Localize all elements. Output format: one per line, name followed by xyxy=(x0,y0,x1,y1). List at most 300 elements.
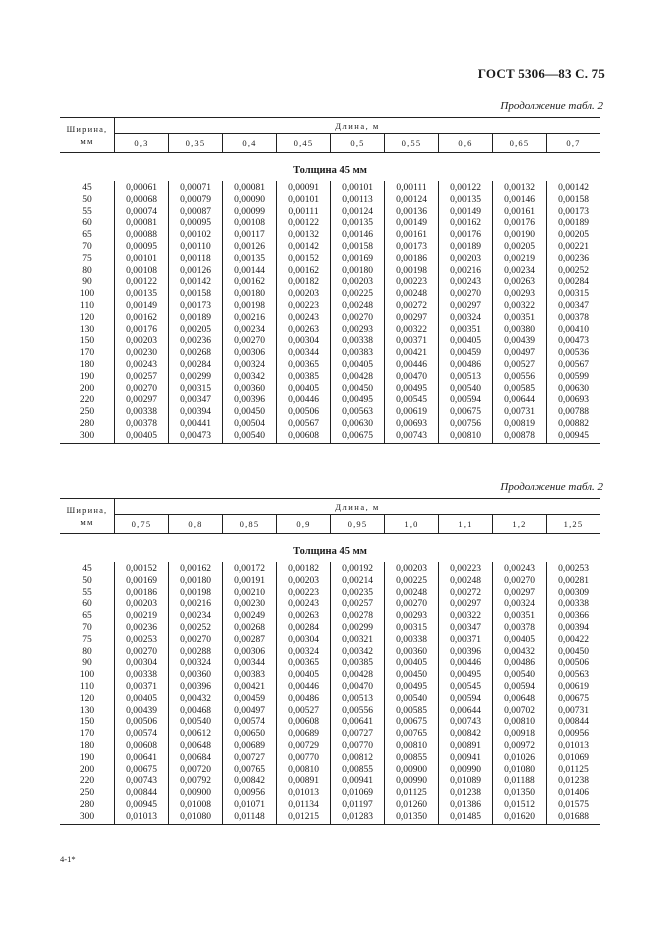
volume-cell: 0,00347 xyxy=(558,300,589,311)
volume-cell: 0,00099 xyxy=(223,207,277,219)
volume-cell: 0,00132 xyxy=(277,230,331,242)
volume-cell: 0,00149 xyxy=(439,207,493,219)
table-row xyxy=(60,599,600,611)
volume-cell: 0,00567 xyxy=(558,359,589,370)
volume-cell: 0,00385 xyxy=(277,372,331,384)
width-cell: 170 xyxy=(60,729,115,741)
volume-cell: 0,01620 xyxy=(493,812,547,824)
volume-cell: 0,00344 xyxy=(223,658,277,670)
length-column-header: 1,1 xyxy=(439,515,493,534)
table-row xyxy=(60,195,600,207)
width-cell: 65 xyxy=(60,611,115,623)
volume-cell: 0,00111 xyxy=(385,181,439,195)
volume-cell: 0,00306 xyxy=(223,348,277,360)
volume-cell: 0,00074 xyxy=(115,207,169,219)
volume-cell: 0,01197 xyxy=(331,800,385,812)
volume-cell: 0,00149 xyxy=(385,218,439,230)
volume-cell: 0,00342 xyxy=(331,647,385,659)
volume-cell: 0,00270 xyxy=(331,313,385,325)
volume-cell: 0,00306 xyxy=(223,647,277,659)
volume-cell: 0,01148 xyxy=(223,812,277,824)
width-cell: 80 xyxy=(60,647,115,659)
volume-cell: 0,00176 xyxy=(493,218,547,230)
volume-cell: 0,00468 xyxy=(169,706,223,718)
volume-cell: 0,00360 xyxy=(169,670,223,682)
width-cell: 250 xyxy=(60,788,115,800)
volume-cell: 0,00299 xyxy=(331,623,385,635)
volume-cell: 0,00270 xyxy=(169,635,223,647)
volume-cell: 0,00108 xyxy=(223,218,277,230)
volume-cell: 0,00574 xyxy=(223,717,277,729)
volume-cell: 0,00810 xyxy=(439,431,493,443)
volume-cell: 0,00321 xyxy=(331,635,385,647)
volume-cell: 0,00182 xyxy=(277,277,331,289)
volume-cell: 0,00216 xyxy=(439,266,493,278)
volume-cell: 0,00918 xyxy=(493,729,547,741)
volume-cell: 0,00176 xyxy=(439,230,493,242)
volume-cell: 0,00293 xyxy=(331,325,385,337)
volume-cell: 0,00612 xyxy=(169,729,223,741)
width-cell: 65 xyxy=(60,230,115,242)
volume-cell: 0,00173 xyxy=(169,301,223,313)
table-row xyxy=(60,788,600,800)
volume-cell: 0,01013 xyxy=(115,812,169,824)
volume-cell: 0,00126 xyxy=(223,242,277,254)
width-cell: 70 xyxy=(60,623,115,635)
width-cell: 130 xyxy=(60,325,115,337)
volume-cell: 0,00268 xyxy=(169,348,223,360)
volume-cell: 0,00844 xyxy=(115,788,169,800)
volume-cell: 0,00079 xyxy=(169,195,223,207)
volume-cell: 0,00405 xyxy=(277,384,331,396)
volume-cell: 0,00439 xyxy=(115,706,169,718)
table-row xyxy=(60,717,600,729)
volume-cell: 0,00216 xyxy=(169,599,223,611)
volume-cell: 0,00344 xyxy=(277,348,331,360)
volume-cell: 0,00366 xyxy=(558,611,589,622)
volume-cell: 0,01283 xyxy=(331,812,385,824)
volume-cell: 0,00091 xyxy=(277,181,331,195)
page-footer-mark: 4-1* xyxy=(60,854,76,864)
volume-cell: 0,00540 xyxy=(223,431,277,443)
volume-cell: 0,00189 xyxy=(558,218,589,229)
width-cell: 50 xyxy=(60,195,115,207)
volume-cell: 0,00648 xyxy=(169,741,223,753)
table-row xyxy=(60,277,600,289)
volume-cell: 0,00486 xyxy=(277,694,331,706)
volume-cell: 0,00122 xyxy=(115,277,169,289)
volume-cell: 0,01238 xyxy=(439,788,493,800)
length-column-header: 0,35 xyxy=(169,134,223,153)
volume-cell: 0,00263 xyxy=(277,325,331,337)
volume-cell: 0,00450 xyxy=(385,670,439,682)
volume-cell: 0,00371 xyxy=(439,635,493,647)
volume-cell: 0,00198 xyxy=(223,301,277,313)
volume-cell: 0,00189 xyxy=(169,313,223,325)
volume-cell: 0,00230 xyxy=(115,348,169,360)
volume-cell: 0,00088 xyxy=(115,230,169,242)
volume-cell: 0,00432 xyxy=(169,694,223,706)
volume-cell: 0,00299 xyxy=(169,372,223,384)
volume-cell: 0,00101 xyxy=(277,195,331,207)
volume-cell: 0,00347 xyxy=(169,395,223,407)
width-unit: мм xyxy=(80,136,94,146)
volume-cell: 0,00459 xyxy=(439,348,493,360)
volume-cell: 0,01125 xyxy=(385,788,439,800)
volume-cell: 0,01485 xyxy=(439,812,493,824)
volume-cell: 0,01350 xyxy=(493,788,547,800)
volume-cell: 0,00101 xyxy=(331,181,385,195)
volume-cell: 0,00495 xyxy=(331,395,385,407)
volume-cell: 0,00446 xyxy=(277,395,331,407)
volume-cell: 0,00405 xyxy=(385,658,439,670)
volume-cell: 0,00270 xyxy=(115,647,169,659)
volume-cell: 0,00385 xyxy=(331,658,385,670)
volume-cell: 0,00158 xyxy=(331,242,385,254)
volume-cell: 0,00810 xyxy=(385,741,439,753)
volume-cell: 0,00540 xyxy=(169,717,223,729)
volume-cell: 0,00513 xyxy=(331,694,385,706)
volume-cell: 0,00236 xyxy=(558,253,589,264)
volume-cell: 0,00132 xyxy=(493,181,547,195)
volume-cell: 0,00243 xyxy=(277,313,331,325)
width-cell: 170 xyxy=(60,348,115,360)
volume-cell: 0,01688 xyxy=(547,812,601,824)
volume-cell: 0,00122 xyxy=(277,218,331,230)
table-row xyxy=(60,289,600,301)
volume-cell: 0,00297 xyxy=(493,588,547,600)
volume-cell: 0,00090 xyxy=(223,195,277,207)
volume-cell: 0,00770 xyxy=(331,741,385,753)
volume-cell: 0,00630 xyxy=(331,419,385,431)
volume-cell: 0,01089 xyxy=(439,776,493,788)
length-column-header: 0,9 xyxy=(277,515,331,534)
length-column-header: 0,8 xyxy=(169,515,223,534)
volume-cell: 0,01406 xyxy=(558,788,589,799)
width-cell: 150 xyxy=(60,717,115,729)
volume-cell: 0,01386 xyxy=(439,800,493,812)
volume-cell: 0,01238 xyxy=(558,776,589,787)
volume-cell: 0,01125 xyxy=(558,764,589,775)
width-cell: 150 xyxy=(60,336,115,348)
volume-cell: 0,00263 xyxy=(493,277,547,289)
volume-cell: 0,00545 xyxy=(385,395,439,407)
volume-cell: 0,01026 xyxy=(493,753,547,765)
volume-cell: 0,00268 xyxy=(223,623,277,635)
volume-cell: 0,00540 xyxy=(493,670,547,682)
volume-cell: 0,00122 xyxy=(439,181,493,195)
volume-cell: 0,00689 xyxy=(223,741,277,753)
volume-cell: 0,00891 xyxy=(277,776,331,788)
table-continuation-label: Продолжение табл. 2 xyxy=(500,100,603,112)
volume-cell: 0,01071 xyxy=(223,800,277,812)
volume-cell: 0,00095 xyxy=(169,218,223,230)
volume-cell: 0,00304 xyxy=(115,658,169,670)
volume-cell: 0,00756 xyxy=(439,419,493,431)
volume-cell: 0,00891 xyxy=(439,741,493,753)
volume-cell: 0,00693 xyxy=(558,395,589,406)
volume-cell: 0,00249 xyxy=(223,611,277,623)
volume-cell: 0,00360 xyxy=(385,647,439,659)
table-row xyxy=(60,765,600,777)
volume-cell: 0,00644 xyxy=(439,706,493,718)
volume-cell: 0,00243 xyxy=(115,360,169,372)
volume-cell: 0,00322 xyxy=(439,611,493,623)
volume-cell: 0,00192 xyxy=(331,562,385,576)
volume-cell: 0,00693 xyxy=(385,419,439,431)
volume-cell: 0,00338 xyxy=(331,336,385,348)
volume-cell: 0,00810 xyxy=(277,765,331,777)
volume-cell: 0,00396 xyxy=(439,647,493,659)
volume-cell: 0,00675 xyxy=(115,765,169,777)
volume-cell: 0,01080 xyxy=(169,812,223,824)
volume-cell: 0,00972 xyxy=(493,741,547,753)
width-cell: 60 xyxy=(60,218,115,230)
volume-cell: 0,00284 xyxy=(558,277,589,288)
volume-cell: 0,00180 xyxy=(169,576,223,588)
volume-cell: 0,00111 xyxy=(277,207,331,219)
width-cell: 55 xyxy=(60,588,115,600)
length-column-header: 1,2 xyxy=(493,515,547,534)
volume-cell: 0,00203 xyxy=(331,277,385,289)
volume-cell: 0,00230 xyxy=(223,599,277,611)
volume-cell: 0,01188 xyxy=(493,776,547,788)
volume-cell: 0,00287 xyxy=(223,635,277,647)
length-header: Длина, м xyxy=(115,118,601,134)
volume-cell: 0,00263 xyxy=(277,611,331,623)
volume-cell: 0,00322 xyxy=(385,325,439,337)
width-cell: 45 xyxy=(60,562,115,576)
volume-cell: 0,00284 xyxy=(277,623,331,635)
volume-cell: 0,00731 xyxy=(493,407,547,419)
table-row xyxy=(60,576,600,588)
table-row xyxy=(60,395,600,407)
table-row xyxy=(60,372,600,384)
volume-cell: 0,01069 xyxy=(331,788,385,800)
width-cell: 55 xyxy=(60,207,115,219)
volume-cell: 0,00203 xyxy=(115,336,169,348)
volume-cell: 0,00235 xyxy=(331,588,385,600)
volume-cell: 0,00941 xyxy=(439,753,493,765)
volume-cell: 0,00061 xyxy=(115,181,169,195)
volume-cell: 0,00405 xyxy=(115,431,169,443)
volume-cell: 0,00162 xyxy=(169,562,223,576)
volume-cell: 0,00161 xyxy=(385,230,439,242)
volume-cell: 0,00351 xyxy=(493,313,547,325)
volume-cell: 0,00068 xyxy=(115,195,169,207)
width-cell: 190 xyxy=(60,753,115,765)
volume-cell: 0,00324 xyxy=(277,647,331,659)
volume-cell: 0,00186 xyxy=(115,588,169,600)
volume-cell: 0,00556 xyxy=(331,706,385,718)
table-row xyxy=(60,419,600,431)
volume-cell: 0,00428 xyxy=(331,372,385,384)
volume-cell: 0,00396 xyxy=(223,395,277,407)
width-column-header xyxy=(60,118,115,153)
volume-cell: 0,00470 xyxy=(331,682,385,694)
volume-cell: 0,00338 xyxy=(385,635,439,647)
volume-cell: 0,00574 xyxy=(115,729,169,741)
volume-cell: 0,00252 xyxy=(558,265,589,276)
volume-cell: 0,00315 xyxy=(558,289,589,300)
volume-cell: 0,00203 xyxy=(385,562,439,576)
volume-cell: 0,00855 xyxy=(331,765,385,777)
volume-cell: 0,00176 xyxy=(115,325,169,337)
volume-cell: 0,01069 xyxy=(558,752,589,763)
volume-cell: 0,00225 xyxy=(385,576,439,588)
volume-cell: 0,00371 xyxy=(115,682,169,694)
volume-cell: 0,00497 xyxy=(223,706,277,718)
volume-cell: 0,00338 xyxy=(115,670,169,682)
volume-cell: 0,00190 xyxy=(493,230,547,242)
volume-cell: 0,00648 xyxy=(493,694,547,706)
volume-cell: 0,00203 xyxy=(277,289,331,301)
volume-cell: 0,00248 xyxy=(439,576,493,588)
volume-cell: 0,00142 xyxy=(277,242,331,254)
table-row xyxy=(60,254,600,266)
volume-cell: 0,00495 xyxy=(385,682,439,694)
width-cell: 120 xyxy=(60,694,115,706)
volume-cell: 0,00110 xyxy=(169,242,223,254)
volume-cell: 0,00102 xyxy=(169,230,223,242)
volume-cell: 0,00540 xyxy=(439,384,493,396)
length-column-header: 0,85 xyxy=(223,515,277,534)
width-cell: 70 xyxy=(60,242,115,254)
volume-cell: 0,00203 xyxy=(115,599,169,611)
volume-cell: 0,00124 xyxy=(331,207,385,219)
volume-cell: 0,00278 xyxy=(331,611,385,623)
volume-cell: 0,00205 xyxy=(169,325,223,337)
volume-cell: 0,00158 xyxy=(558,194,589,205)
volume-cell: 0,00675 xyxy=(331,431,385,443)
volume-cell: 0,00792 xyxy=(169,776,223,788)
volume-cell: 0,00365 xyxy=(277,360,331,372)
width-label: Ширина, xyxy=(66,505,108,515)
volume-cell: 0,00288 xyxy=(169,647,223,659)
volume-cell: 0,00594 xyxy=(439,395,493,407)
width-cell: 280 xyxy=(60,419,115,431)
volume-cell: 0,00556 xyxy=(493,372,547,384)
width-cell: 220 xyxy=(60,395,115,407)
volume-cell: 0,00182 xyxy=(277,562,331,576)
table-row xyxy=(60,181,600,195)
volume-cell: 0,01008 xyxy=(169,800,223,812)
volume-cell: 0,00297 xyxy=(115,395,169,407)
volume-cell: 0,00124 xyxy=(385,195,439,207)
volume-cell: 0,00173 xyxy=(558,206,589,217)
volume-cell: 0,00293 xyxy=(385,611,439,623)
volume-cell: 0,00142 xyxy=(558,183,589,193)
volume-cell: 0,00253 xyxy=(558,564,589,574)
width-cell: 110 xyxy=(60,682,115,694)
table-row xyxy=(60,562,600,576)
table-row xyxy=(60,812,600,824)
volume-cell: 0,00630 xyxy=(558,383,589,394)
volume-cell: 0,00844 xyxy=(558,717,589,728)
volume-cell: 0,00158 xyxy=(169,289,223,301)
length-column-header: 0,3 xyxy=(115,134,169,153)
volume-cell: 0,00315 xyxy=(169,384,223,396)
volume-cell: 0,00731 xyxy=(558,705,589,716)
volume-cell: 0,00945 xyxy=(547,431,601,443)
table-row xyxy=(60,635,600,647)
volume-cell: 0,00309 xyxy=(558,587,589,598)
volume-cell: 0,00113 xyxy=(331,195,385,207)
width-cell: 200 xyxy=(60,765,115,777)
width-cell: 60 xyxy=(60,599,115,611)
volume-cell: 0,00146 xyxy=(493,195,547,207)
length-column-header: 0,75 xyxy=(115,515,169,534)
length-column-header: 0,6 xyxy=(439,134,493,153)
volume-cell: 0,00446 xyxy=(439,658,493,670)
width-cell: 80 xyxy=(60,266,115,278)
volume-cell: 0,00281 xyxy=(558,575,589,586)
volume-cell: 0,00495 xyxy=(439,670,493,682)
volume-cell: 0,00347 xyxy=(439,623,493,635)
volume-cell: 0,00380 xyxy=(493,325,547,337)
volume-cell: 0,00146 xyxy=(331,230,385,242)
volume-cell: 0,00812 xyxy=(331,753,385,765)
volume-cell: 0,00900 xyxy=(385,765,439,777)
volume-cell: 0,00819 xyxy=(493,419,547,431)
table-row xyxy=(60,348,600,360)
thickness-heading: Толщина 45 мм xyxy=(293,164,367,176)
volume-cell: 0,00383 xyxy=(223,670,277,682)
volume-cell: 0,00956 xyxy=(558,729,589,740)
width-cell: 100 xyxy=(60,670,115,682)
table-row xyxy=(60,729,600,741)
volume-cell: 0,00297 xyxy=(385,313,439,325)
volume-cell: 0,00243 xyxy=(439,277,493,289)
volume-cell: 0,00191 xyxy=(223,576,277,588)
volume-table-1 xyxy=(60,117,600,444)
volume-cell: 0,00594 xyxy=(439,694,493,706)
volume-cell: 0,00236 xyxy=(169,336,223,348)
volume-cell: 0,00743 xyxy=(385,431,439,443)
volume-cell: 0,00675 xyxy=(439,407,493,419)
table-row xyxy=(60,431,600,443)
volume-cell: 0,01215 xyxy=(277,812,331,824)
volume-cell: 0,00186 xyxy=(385,254,439,266)
volume-cell: 0,00563 xyxy=(331,407,385,419)
table-row xyxy=(60,313,600,325)
width-cell: 300 xyxy=(60,431,115,443)
width-cell: 110 xyxy=(60,301,115,313)
volume-cell: 0,00322 xyxy=(493,301,547,313)
volume-cell: 0,00527 xyxy=(277,706,331,718)
width-cell: 75 xyxy=(60,254,115,266)
volume-cell: 0,01013 xyxy=(558,740,589,751)
width-cell: 90 xyxy=(60,658,115,670)
thickness-heading: Толщина 45 мм xyxy=(293,545,367,557)
volume-cell: 0,00210 xyxy=(223,588,277,600)
volume-cell: 0,00248 xyxy=(331,301,385,313)
table-row xyxy=(60,682,600,694)
volume-cell: 0,00619 xyxy=(558,681,589,692)
volume-cell: 0,00272 xyxy=(385,301,439,313)
volume-cell: 0,00252 xyxy=(169,623,223,635)
volume-cell: 0,00378 xyxy=(558,312,589,323)
width-cell: 190 xyxy=(60,372,115,384)
width-cell: 50 xyxy=(60,576,115,588)
volume-cell: 0,00324 xyxy=(493,599,547,611)
volume-cell: 0,00081 xyxy=(223,181,277,195)
volume-cell: 0,00486 xyxy=(493,658,547,670)
volume-cell: 0,00495 xyxy=(385,384,439,396)
volume-cell: 0,00675 xyxy=(558,693,589,704)
volume-cell: 0,00675 xyxy=(385,717,439,729)
volume-cell: 0,00441 xyxy=(169,419,223,431)
